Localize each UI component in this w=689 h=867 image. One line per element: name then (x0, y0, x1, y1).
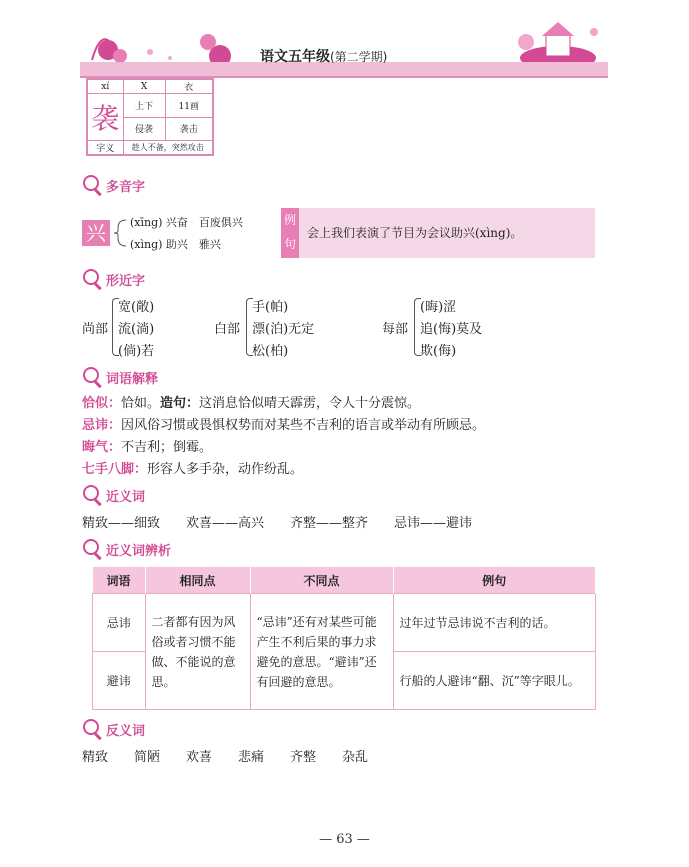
synonym-line: 精致——细致 欢喜——高兴 齐整——整齐 忌讳——避讳 (82, 516, 473, 531)
compare-header-word: 词语 (93, 567, 146, 594)
section-synonym-diff: 近义词辨析 (82, 538, 171, 560)
page-header (80, 12, 608, 78)
page-title: 语文五年级(第二学期) (260, 49, 388, 65)
polyphone-example: 会上我们表演了节目为会议助兴(xìng)。 (299, 208, 595, 258)
similar-g3-item-1: (晦)涩 (420, 300, 457, 315)
card-head: X (123, 80, 165, 94)
section-polyphone: 多音字 (82, 174, 145, 196)
similar-group-3-label: 每部 (382, 322, 409, 337)
card-pinyin: xí (88, 80, 124, 94)
compare-same: 二者都有因为风俗或者习惯不能做、不能说的意思。 (145, 594, 250, 710)
magnifier-icon (82, 484, 104, 506)
similar-g1-item-1: 宽(敞) (118, 300, 155, 315)
compare-header-example: 例句 (393, 567, 596, 594)
magnifier-icon (82, 174, 104, 196)
card-strokes: 11画 (165, 94, 212, 118)
card-word-2: 袭击 (165, 117, 212, 141)
polyphone-line-1: (xīng) 兴奋 百废俱兴 (130, 216, 243, 229)
card-word-1: 侵袭 (123, 117, 165, 141)
similar-g2-item-3: 松(柏) (252, 344, 289, 359)
magnifier-icon (82, 268, 104, 290)
similar-g3-item-2: 追(悔)莫及 (420, 322, 483, 337)
card-structure: 上下 (123, 94, 165, 118)
section-explain: 词语解释 (82, 366, 158, 388)
character-card (86, 78, 214, 156)
section-synonym: 近义词 (82, 484, 145, 506)
similar-g3-item-3: 欺(侮) (420, 344, 457, 359)
explain-row-3: 晦气：不吉利；倒霉。 (82, 440, 213, 455)
similar-group-2-label: 白部 (214, 322, 241, 337)
similar-group-1-label: 尚部 (82, 322, 109, 337)
magnifier-icon (82, 718, 104, 740)
explain-row-4: 七手八脚：形容人多手杂，动作纷乱。 (82, 462, 304, 477)
compare-header-diff: 不同点 (250, 567, 393, 594)
compare-diff: “忌讳”还有对某些可能产生不利后果的事力求避免的意思。“避讳”还有回避的意思。 (250, 594, 393, 710)
compare-word-1: 忌讳 (93, 594, 146, 652)
explain-row-2: 忌讳：因风俗习惯或畏惧权势而对某些不吉利的语言或举动有所顾忌。 (82, 418, 486, 433)
card-character: 袭 (88, 94, 124, 141)
compare-header-same: 相同点 (145, 567, 250, 594)
polyphone-line-2: (xìng) 助兴 雅兴 (130, 238, 221, 251)
example-tag: 例句 (281, 208, 299, 258)
similar-g1-item-3: (倘)若 (118, 344, 155, 359)
similar-g1-item-2: 流(淌) (118, 322, 155, 337)
explain-row-1: 恰似：恰如。造句：这消息恰似晴天霹雳，令人十分震惊。 (82, 396, 421, 411)
polyphone-brace-icon (112, 218, 128, 248)
section-antonym: 反义词 (82, 718, 145, 740)
section-similar: 形近字 (82, 268, 145, 290)
card-meaning: 趁人不备，突然攻击 (123, 141, 212, 155)
compare-table (92, 567, 596, 710)
similar-g2-item-1: 手(帕) (252, 300, 289, 315)
compare-word-2: 避讳 (93, 652, 146, 710)
magnifier-icon (82, 538, 104, 560)
similar-g2-item-2: 漂(泊)无定 (252, 322, 315, 337)
polyphone-char: 兴 (82, 220, 110, 246)
card-meaning-label: 字义 (88, 141, 124, 155)
antonym-line: 精致 简陋 欢喜 悲痛 齐整 杂乱 (82, 750, 369, 765)
page-number: — 63 — (319, 832, 370, 847)
card-radical: 衣 (165, 80, 212, 94)
compare-example-1: 过年过节忌讳说不吉利的话。 (393, 594, 596, 652)
compare-example-2: 行船的人避讳“翻、沉”等字眼儿。 (393, 652, 596, 710)
magnifier-icon (82, 366, 104, 388)
